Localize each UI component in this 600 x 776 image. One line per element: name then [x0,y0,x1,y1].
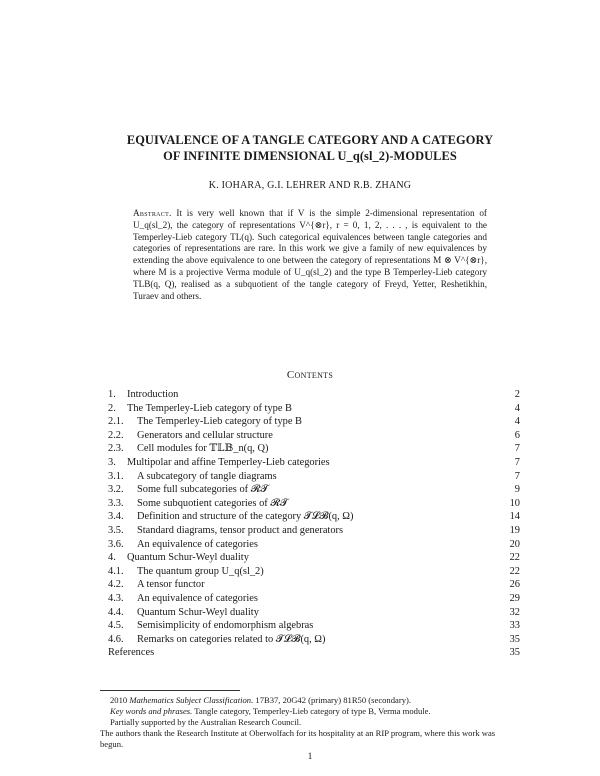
toc-entry-label: A subcategory of tangle diagrams [137,470,277,482]
table-of-contents [108,388,520,660]
toc-entry-label: The Temperley-Lieb category of type B [127,402,292,414]
toc-entry-number: 4.1. [108,565,124,577]
toc-entry[interactable] [108,578,520,592]
toc-entry-page: 35 [509,647,520,659]
contents-heading: Contents [286,369,334,381]
toc-entry-label: An equivalence of categories [137,538,258,550]
toc-entry-number: 2.1. [108,416,124,428]
author-list: K. IOHARA, G.I. LEHRER AND R.B. ZHANG [208,180,412,191]
toc-entry-page: 6 [514,429,520,441]
toc-entry[interactable] [108,510,520,524]
paper-title [100,132,520,164]
toc-entry-number: 3.1. [108,470,124,482]
toc-entry[interactable] [108,442,520,456]
toc-entry-label: Multipolar and affine Temperley-Lieb categories [127,456,330,468]
toc-entry-page: 22 [509,552,520,564]
toc-entry[interactable] [108,646,520,660]
toc-entry-label: Semisimplicity of endomorphism algebras [137,620,314,632]
footnote-keywords [100,706,520,717]
toc-entry[interactable] [108,633,520,647]
toc-entry[interactable] [108,388,520,402]
toc-entry-number: 3.3. [108,497,124,509]
toc-entry-label: Introduction [127,389,179,400]
toc-entry-number: 3.4. [108,511,124,523]
toc-entry-page: 20 [509,538,520,550]
toc-entry-label: Quantum Schur-Weyl duality [127,552,249,564]
toc-entry[interactable] [108,402,520,416]
title-line-1: EQUIVALENCE OF A TANGLE CATEGORY AND A CATEGORY [126,133,494,147]
toc-entry[interactable] [108,470,520,484]
toc-entry[interactable] [108,551,520,565]
toc-entry-page: 9 [514,484,520,496]
toc-entry[interactable] [108,497,520,511]
toc-entry-label: References [108,647,155,659]
abstract-text: It is very well known that if V is the simple 2-dimensional representation of U_q(sl_2), the category of representations V^{⊗r}, r = 0, 1, 2, . . . , is equivalent to the Temperley-Lieb category TL(q). Such categorical equivalences between tangle categories and categories of representations are rare. In this work we give a family of new equivalences by extending the above equivalence to one between the category of representations M ⊗ V^{⊗r}, where M is a projective Verma module of U_q(sl_2) and the type B Temperley-Lieb category TLB(q, Q), realised as a subquotient of the tangle category of Freyd, Yetter, Reshetikhin, Turaev and others. [133,208,487,301]
abstract [133,208,487,302]
toc-entry-page: 7 [514,470,520,482]
toc-entry[interactable] [108,483,520,497]
toc-entry-number: 4.4. [108,606,124,618]
toc-entry[interactable] [108,456,520,470]
toc-entry-label: Definition and structure of the category 𝓣𝓛𝓑(q, Ω) [137,511,354,523]
toc-entry-page: 7 [514,443,520,455]
keywords-text: Tangle category, Temperley-Lieb category of type B, Verma module. [194,706,431,716]
toc-entry-label: Some subquotient categories of 𝓡𝓣 [137,497,288,509]
toc-entry-number: 4.2. [108,579,124,591]
toc-entry-page: 26 [509,579,520,591]
toc-entry-label: Quantum Schur-Weyl duality [137,606,259,618]
toc-entry-page: 22 [509,565,520,577]
toc-entry-page: 33 [509,620,520,632]
keywords-label: Key words and phrases. [110,706,193,716]
toc-entry-page: 4 [514,416,520,428]
toc-entry-number: 3.2. [108,484,124,496]
toc-entry-page: 2 [514,389,520,400]
toc-entry[interactable] [108,592,520,606]
toc-entry-label: The Temperley-Lieb category of type B [137,416,302,428]
toc-entry-number: 3.5. [108,524,124,536]
toc-entry[interactable] [108,619,520,633]
toc-entry-label: Some full subcategories of 𝓡𝓣 [137,484,269,496]
toc-entry-page: 14 [509,511,520,523]
toc-entry-number: 4.6. [108,633,124,645]
toc-entry-page: 10 [509,497,520,509]
footnotes [100,695,520,750]
footnote-support: Partially supported by the Australian Research Council. [110,717,302,727]
toc-entry-label: The quantum group U_q(sl_2) [137,565,264,577]
toc-entry-label: Generators and cellular structure [137,429,273,441]
toc-entry-label: An equivalence of categories [137,592,258,604]
toc-entry-number: 4. [108,552,116,564]
footnote-divider [100,690,240,691]
toc-entry-page: 32 [509,606,520,618]
footnote-thanks: The authors thank the Research Institute at Oberwolfach for its hospitality at an RIP program, where this work was begun. [100,728,496,749]
toc-entry[interactable] [108,415,520,429]
toc-entry-number: 3. [108,456,116,468]
toc-entry-number: 2.2. [108,429,124,441]
toc-entry-label: Cell modules for 𝕋𝕃𝔹_n(q, Q) [137,443,269,455]
toc-entry-page: 4 [514,402,520,414]
page-number: 1 [307,752,313,762]
toc-entry-label: A tensor functor [137,579,205,591]
toc-entry-number: 2. [108,402,116,414]
footnote-msc: 2010 Mathematics Subject Classification. 17B37, 20G42 (primary) 81R50 (secondary). [110,695,412,705]
toc-entry[interactable] [108,524,520,538]
toc-entry-number: 1. [108,389,116,400]
toc-entry[interactable] [108,538,520,552]
toc-entry-page: 29 [509,592,520,604]
toc-entry[interactable] [108,606,520,620]
toc-entry-number: 3.6. [108,538,124,550]
toc-entry-label: Remarks on categories related to 𝓣𝓛𝓑(q, Ω) [137,633,326,645]
title-line-2: OF INFINITE DIMENSIONAL U_q(sl_2)-MODULES [163,149,457,163]
toc-entry-page: 19 [509,524,520,536]
toc-entry-number: 4.3. [108,592,124,604]
toc-entry-number: 2.3. [108,443,124,455]
msc-label: Mathematics Subject Classification. [129,695,254,705]
toc-entry-number: 4.5. [108,620,124,632]
abstract-label: Abstract. [133,208,172,218]
toc-entry[interactable] [108,565,520,579]
toc-entry-page: 35 [509,633,520,645]
msc-text: 17B37, 20G42 (primary) 81R50 (secondary). [255,695,412,705]
toc-entry-page: 7 [514,456,520,468]
toc-entry-label: Standard diagrams, tensor product and generators [137,524,344,536]
toc-entry[interactable] [108,429,520,443]
